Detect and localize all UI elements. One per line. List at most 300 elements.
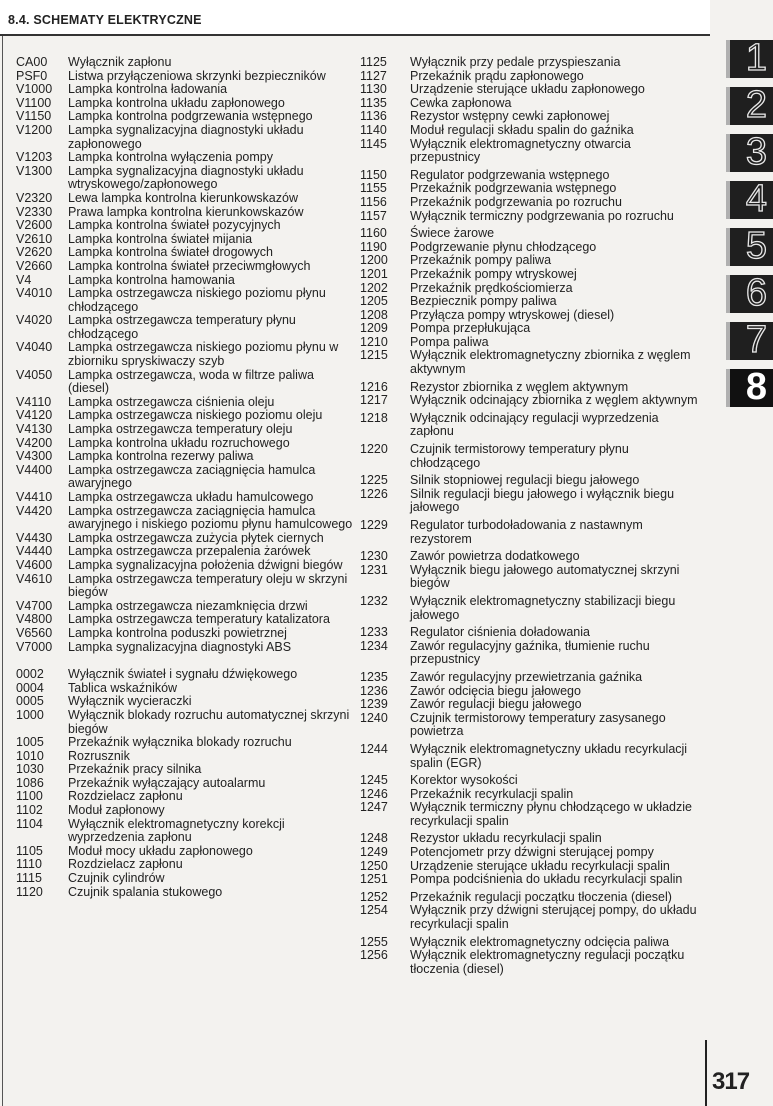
component-code: 1005 [16, 735, 44, 750]
component-code: V4420 [16, 503, 53, 518]
component-code: 0002 [16, 667, 44, 682]
component-description: Czujnik spalania stukowego [68, 884, 223, 899]
component-description: Lampka ostrzegawcza temperatury oleju w skrzyni biegów [68, 571, 348, 600]
legend-entry [360, 936, 700, 950]
legend-entry [360, 70, 700, 84]
component-description: Wyłącznik elektromagnetyczny korekcji wyprzedzenia zapłonu [68, 816, 285, 845]
legend-entry [360, 846, 700, 860]
component-description: Rozrusznik [68, 748, 130, 763]
component-code: 1218 [360, 410, 388, 425]
legend-entry [360, 801, 700, 828]
legend-entry [360, 712, 700, 739]
component-description: Wyłącznik przy dźwigni sterującej pompy, do układu recyrkulacji spalin [410, 903, 697, 932]
legend-entry [360, 671, 700, 685]
component-description: Rezystor zbiornika z węglem aktywnym [410, 379, 629, 394]
legend-entry [16, 233, 356, 247]
component-description: Korektor wysokości [410, 773, 518, 788]
component-code: V2660 [16, 258, 53, 273]
component-code: 1250 [360, 858, 388, 873]
legend-entry [360, 295, 700, 309]
legend-entry [16, 872, 356, 886]
component-description: Wyłącznik elektromagnetyczny otwarcia przepustnicy [410, 136, 631, 165]
component-description: Rozdzielacz zapłonu [68, 857, 183, 872]
component-code: V2620 [16, 245, 53, 260]
component-description: Rezystor układu recyrkulacji spalin [410, 831, 602, 846]
legend-entry [360, 349, 700, 376]
component-description: Zawór odcięcia biegu jałowego [410, 683, 581, 698]
legend-entry [16, 804, 356, 818]
component-code: V4800 [16, 612, 53, 627]
legend-entry [360, 519, 700, 546]
chapter-tab-number: 5 [745, 225, 767, 267]
component-code: 1255 [360, 934, 388, 949]
component-code: V4050 [16, 367, 53, 382]
component-code: 1247 [360, 800, 388, 815]
component-code: 1245 [360, 773, 388, 788]
component-code: V6560 [16, 625, 53, 640]
legend-entry [16, 682, 356, 696]
page-number: 317 [712, 1068, 750, 1095]
legend-entry [16, 437, 356, 451]
component-description: Wyłącznik wycieraczki [68, 694, 192, 709]
component-description: Zawór regulacyjny gaźnika, tłumienie ruchu przepustnicy [410, 638, 650, 667]
legend-entry [360, 488, 700, 515]
component-code: V4110 [16, 394, 52, 409]
component-code: 1235 [360, 669, 388, 684]
legend-entry [360, 336, 700, 350]
legend-entry [16, 369, 356, 396]
component-code: 1239 [360, 697, 388, 712]
component-code: 1115 [16, 871, 42, 886]
legend-entry [16, 219, 356, 233]
legend-entry [16, 246, 356, 260]
legend-entry [16, 886, 356, 900]
component-code: V4120 [16, 408, 53, 423]
legend-entry [360, 860, 700, 874]
component-code: 1105 [16, 843, 43, 858]
legend-entry [360, 282, 700, 296]
component-code: 1231 [360, 562, 388, 577]
chapter-tab-5[interactable] [726, 225, 773, 267]
group-spacer [16, 654, 356, 668]
component-code: 1208 [360, 307, 388, 322]
legend-entry [16, 790, 356, 804]
component-code: V4610 [16, 571, 53, 586]
legend-entry [16, 736, 356, 750]
legend-entry [16, 627, 356, 641]
left-margin-rule [2, 36, 3, 1106]
component-code: 1100 [16, 789, 43, 804]
component-description: Silnik regulacji biegu jałowego i wyłącznik biegu jałowego [410, 486, 675, 515]
component-description: Lampka ostrzegawcza temperatury oleju [68, 422, 293, 437]
legend-entry [16, 70, 356, 84]
legend-entry [360, 595, 700, 622]
component-code: 1226 [360, 486, 388, 501]
chapter-tabs [726, 37, 773, 416]
component-code: 1102 [16, 803, 43, 818]
component-code: V1000 [16, 82, 53, 97]
component-description: Urządzenie sterujące układu zapłonowego [410, 82, 645, 97]
legend-entry [360, 169, 700, 183]
component-code: 1210 [360, 334, 388, 349]
chapter-tab-8[interactable] [726, 366, 773, 408]
component-code: 1225 [360, 473, 388, 488]
legend-entry [360, 124, 700, 138]
legend-right-column [360, 56, 700, 976]
chapter-tab-number: 1 [745, 37, 767, 79]
component-description: Rezystor wstępny cewki zapłonowej [410, 109, 610, 124]
legend-entry [360, 788, 700, 802]
legend-entry [360, 474, 700, 488]
legend-entry [16, 491, 356, 505]
legend-entry [16, 505, 356, 532]
component-description: Wyłącznik elektromagnetyczny odcięcia paliwa [410, 934, 670, 949]
component-code: 1104 [16, 816, 43, 831]
legend-entry [360, 873, 700, 887]
component-code: 1202 [360, 280, 388, 295]
component-description: Tablica wskaźników [68, 680, 178, 695]
legend-entry [360, 83, 700, 97]
component-description: Potencjometr przy dźwigni sterującej pompy [410, 845, 654, 860]
legend-entry [360, 774, 700, 788]
legend-entry [16, 532, 356, 546]
component-description: Lampka ostrzegawcza układu hamulcowego [68, 490, 314, 504]
component-description: Lampka ostrzegawcza zaciągnięcia hamulca awaryjnego i niskiego poziomu płynu hamulcowego [68, 503, 353, 532]
component-code: 1248 [360, 831, 388, 846]
component-description: Lampka ostrzegawcza niskiego poziomu płynu chłodzącego [68, 286, 326, 314]
legend-entry [16, 314, 356, 341]
legend-left-column [16, 56, 356, 899]
component-code: 1215 [360, 348, 388, 363]
component-code: V4020 [16, 313, 53, 328]
component-description: Lampka sygnalizacyjna diagnostyki ABS [68, 639, 292, 654]
component-code: 1232 [360, 593, 388, 608]
component-code: 1246 [360, 786, 388, 801]
legend-entry [16, 450, 356, 464]
chapter-tab-number: 6 [745, 272, 767, 314]
component-code: V4700 [16, 598, 53, 613]
component-description: Pompa podciśnienia do układu recyrkulacji spalin [410, 872, 683, 887]
component-code: V4010 [16, 286, 53, 301]
component-description: Pompa przepłukująca [410, 321, 531, 336]
legend-entry [16, 668, 356, 682]
component-code: 1155 [360, 181, 387, 196]
component-code: 1150 [360, 167, 387, 182]
chapter-tab-1[interactable] [726, 37, 773, 79]
component-code: V4 [16, 272, 32, 287]
legend-entry [16, 858, 356, 872]
component-code: V4400 [16, 462, 53, 477]
chapter-tab-number: 2 [745, 84, 767, 126]
component-code: 1157 [360, 208, 387, 223]
component-description: Listwa przyłączeniowa skrzynki bezpieczników [68, 68, 326, 83]
legend-entry [16, 423, 356, 437]
legend-entry [360, 904, 700, 931]
component-code: 1160 [360, 226, 387, 241]
component-code: V7000 [16, 639, 53, 654]
component-code: 1244 [360, 741, 388, 756]
component-description: Przekaźnik wyłącznika blokady rozruchu [68, 735, 292, 750]
component-description: Lampka ostrzegawcza temperatury płynu chłodzącego [68, 313, 296, 341]
component-code: V1300 [16, 163, 53, 178]
component-description: Lampka ostrzegawcza zużycia płytek ciernych [68, 530, 324, 545]
component-description: Lewa lampka kontrolna kierunkowskazów [68, 190, 298, 205]
component-description: Wyłącznik odcinający zbiornika z węglem aktywnym [410, 393, 698, 408]
component-code: V1200 [16, 122, 53, 137]
legend-entry [360, 309, 700, 323]
component-description: Moduł zapłonowy [68, 803, 165, 818]
component-code: 1130 [360, 82, 387, 97]
component-code: 1251 [360, 872, 388, 887]
legend-entry [16, 709, 356, 736]
legend-entry [360, 743, 700, 770]
component-code: 1156 [360, 194, 387, 209]
chapter-tab-6[interactable] [726, 272, 773, 314]
component-description: Rozdzielacz zapłonu [68, 789, 183, 804]
component-description: Lampka sygnalizacyjna diagnostyki układu wtryskowego/zapłonowego [68, 163, 304, 192]
legend-entry [360, 640, 700, 667]
component-code: 1256 [360, 948, 388, 963]
component-description: Wyłącznik zapłonu [68, 55, 172, 69]
component-code: 1140 [360, 122, 387, 137]
legend-entry [16, 613, 356, 627]
component-description: Lampka kontrolna świateł przeciwmgłowych [68, 258, 311, 273]
component-description: Wyłącznik biegu jałowego automatycznej skrzyni biegów [410, 562, 680, 591]
legend-entry [360, 210, 700, 224]
component-description: Pompa paliwa [410, 334, 489, 349]
component-code: 1120 [16, 884, 43, 899]
chapter-tab-number: 8 [745, 366, 767, 408]
component-description: Lampka sygnalizacyjna diagnostyki układu zapłonowego [68, 122, 304, 151]
legend-entry [360, 138, 700, 165]
legend-entry [16, 573, 356, 600]
component-code: 1030 [16, 762, 44, 777]
legend-entry [16, 192, 356, 206]
component-description: Cewka zapłonowa [410, 95, 512, 110]
legend-entry [360, 97, 700, 111]
component-description: Regulator ciśnienia doładowania [410, 625, 590, 640]
component-description: Przekaźnik recyrkulacji spalin [410, 786, 574, 801]
component-code: V1150 [16, 109, 52, 124]
component-description: Wyłącznik odcinający regulacji wyprzedzenia zapłonu [410, 410, 659, 439]
component-description: Lampka ostrzegawcza zaciągnięcia hamulca awaryjnego [68, 462, 316, 491]
component-code: 1125 [360, 55, 387, 69]
legend-entry [360, 685, 700, 699]
component-code: V2320 [16, 190, 53, 205]
legend-entry [360, 443, 700, 470]
component-description: Urządzenie sterujące układu recyrkulacji spalin [410, 858, 670, 873]
legend-entry [360, 322, 700, 336]
component-description: Lampka ostrzegawcza, woda w filtrze paliwa (diesel) [68, 367, 314, 396]
legend-entry [360, 110, 700, 124]
component-description: Lampka sygnalizacyjna położenia dźwigni biegów [68, 557, 343, 572]
component-code: V1100 [16, 95, 52, 110]
component-code: V4130 [16, 422, 53, 437]
component-code: 1209 [360, 321, 388, 336]
component-code: V4430 [16, 530, 53, 545]
component-code: 0005 [16, 694, 44, 709]
chapter-tab-number: 3 [745, 131, 767, 173]
component-description: Lampka ostrzegawcza ciśnienia oleju [68, 394, 275, 409]
component-description: Zawór powietrza dodatkowego [410, 549, 580, 564]
legend-entry [16, 777, 356, 791]
component-code: 1201 [360, 266, 388, 281]
component-code: 1236 [360, 683, 388, 698]
component-code: 1145 [360, 136, 387, 151]
component-description: Zawór regulacyjny przewietrzania gaźnika [410, 669, 643, 684]
component-code: V4410 [16, 490, 53, 504]
component-code: V2330 [16, 204, 53, 219]
component-description: Lampka kontrolna rezerwy paliwa [68, 449, 254, 464]
component-description: Zawór regulacji biegu jałowego [410, 697, 582, 712]
legend-entry [16, 341, 356, 368]
component-code: 1200 [360, 253, 388, 268]
component-code: V2610 [16, 231, 53, 246]
component-code: CA00 [16, 55, 48, 69]
component-description: Moduł mocy układu zapłonowego [68, 843, 253, 858]
page-number-rule [705, 1040, 707, 1106]
component-description: Lampka ostrzegawcza niezamknięcia drzwi [68, 598, 308, 613]
legend-entry [16, 559, 356, 573]
component-description: Lampka ostrzegawcza niskiego poziomu oleju [68, 408, 323, 423]
component-description: Przekaźnik wyłączający autoalarmu [68, 775, 266, 790]
component-code: 1135 [360, 95, 387, 110]
component-code: 1220 [360, 442, 388, 457]
component-description: Przekaźnik pompy wtryskowej [410, 266, 577, 281]
legend-entry [360, 626, 700, 640]
component-description: Przekaźnik pracy silnika [68, 762, 202, 777]
component-description: Czujnik termistorowy temperatury zasysanego powietrza [410, 710, 666, 739]
legend-entry [16, 409, 356, 423]
component-description: Lampka kontrolna świateł mijania [68, 231, 253, 246]
chapter-tab-number: 7 [745, 319, 767, 361]
component-description: Silnik stopniowej regulacji biegu jałowego [410, 473, 640, 488]
component-description: Bezpiecznik pompy paliwa [410, 294, 557, 309]
component-description: Przekaźnik podgrzewania wstępnego [410, 181, 617, 196]
component-description: Lampka kontrolna ładowania [68, 82, 228, 97]
component-description: Wyłącznik elektromagnetyczny zbiornika z węglem aktywnym [410, 348, 691, 377]
legend-entry [360, 182, 700, 196]
component-code: V4600 [16, 557, 53, 572]
component-description: Wyłącznik blokady rozruchu automatycznej skrzyni biegów [68, 707, 350, 736]
component-description: Wyłącznik elektromagnetyczny stabilizacji biegu jałowego [410, 593, 676, 622]
component-description: Przekaźnik podgrzewania po rozruchu [410, 194, 622, 209]
legend-entry [360, 268, 700, 282]
component-code: 1233 [360, 625, 388, 640]
component-description: Lampka kontrolna układu zapłonowego [68, 95, 285, 110]
component-code: 1205 [360, 294, 388, 309]
component-description: Lampka ostrzegawcza niskiego poziomu płynu w zbiorniku spryskiwaczy szyb [68, 340, 339, 369]
legend-entry [16, 750, 356, 764]
component-description: Czujnik cylindrów [68, 871, 165, 886]
legend-entry [16, 545, 356, 559]
component-description: Lampka kontrolna świateł drogowych [68, 245, 273, 260]
component-description: Czujnik termistorowy temperatury płynu chłodzącego [410, 442, 629, 470]
component-description: Przyłącza pompy wtryskowej (diesel) [410, 307, 615, 322]
component-description: Podgrzewanie płynu chłodzącego [410, 239, 597, 254]
component-description: Świece żarowe [410, 226, 495, 241]
component-description: Przekaźnik pompy paliwa [410, 253, 552, 268]
component-description: Moduł regulacji składu spalin do gaźnika [410, 122, 634, 137]
legend-entry [16, 56, 356, 70]
component-code: V4300 [16, 449, 53, 464]
legend-entry [16, 464, 356, 491]
component-description: Lampka kontrolna podgrzewania wstępnego [68, 109, 313, 124]
legend-entry [16, 396, 356, 410]
component-code: 1254 [360, 903, 388, 918]
component-description: Wyłącznik termiczny podgrzewania po rozruchu [410, 208, 674, 223]
component-code: PSF0 [16, 68, 48, 83]
component-code: V2600 [16, 218, 53, 233]
component-code: V4200 [16, 435, 53, 450]
component-code: 1249 [360, 845, 388, 860]
legend-entry [360, 56, 700, 70]
page-header [0, 0, 710, 36]
legend-entry [360, 891, 700, 905]
component-description: Wyłącznik przy pedale przyspieszania [410, 55, 621, 69]
legend-entry [16, 165, 356, 192]
component-code: 1230 [360, 549, 388, 564]
component-description: Wyłącznik elektromagnetyczny regulacji początku tłoczenia (diesel) [410, 948, 685, 976]
component-code: 1240 [360, 710, 388, 725]
legend-entry [360, 227, 700, 241]
component-description: Regulator turbodoładowania z nastawnym rezystorem [410, 518, 643, 546]
component-description: Lampka kontrolna hamowania [68, 272, 235, 287]
component-description: Lampka kontrolna poduszki powietrznej [68, 625, 287, 640]
legend-entry [16, 845, 356, 859]
component-description: Przekaźnik prędkościomierza [410, 280, 573, 295]
legend-entry [16, 818, 356, 845]
legend-entry [360, 381, 700, 395]
component-code: 1110 [16, 857, 42, 872]
component-code: 1252 [360, 889, 388, 904]
component-description: Lampka kontrolna wyłączenia pompy [68, 150, 273, 165]
component-description: Wyłącznik świateł i sygnału dźwiękowego [68, 667, 298, 682]
component-code: 1010 [16, 748, 44, 763]
legend-entry [16, 83, 356, 97]
component-code: 0004 [16, 680, 44, 695]
chapter-tab-4[interactable] [726, 178, 773, 220]
component-code: 1216 [360, 379, 388, 394]
chapter-tab-7[interactable] [726, 319, 773, 361]
legend-entry [360, 254, 700, 268]
legend-entry [360, 196, 700, 210]
legend-entry [16, 641, 356, 655]
legend-entry [360, 832, 700, 846]
chapter-tab-3[interactable] [726, 131, 773, 173]
legend-entry [16, 260, 356, 274]
legend-entry [360, 698, 700, 712]
legend-entry [16, 600, 356, 614]
component-code: 1234 [360, 638, 388, 653]
legend-entry [16, 287, 356, 314]
legend-entry [16, 151, 356, 165]
section-title: 8.4. SCHEMATY ELEKTRYCZNE [8, 13, 202, 27]
component-code: 1217 [360, 393, 388, 408]
legend-entry [360, 550, 700, 564]
legend-entry [16, 97, 356, 111]
chapter-tab-number: 4 [745, 178, 767, 220]
component-description: Przekaźnik regulacji początku tłoczenia (diesel) [410, 889, 672, 904]
legend-entry [16, 695, 356, 709]
component-description: Prawa lampka kontrolna kierunkowskazów [68, 204, 304, 219]
component-code: V1203 [16, 150, 53, 165]
component-description: Lampka ostrzegawcza temperatury katalizatora [68, 612, 330, 627]
component-description: Wyłącznik elektromagnetyczny układu recyrkulacji spalin (EGR) [410, 741, 688, 770]
chapter-tab-2[interactable] [726, 84, 773, 126]
component-description: Przekaźnik prądu zapłonowego [410, 68, 584, 83]
component-description: Regulator podgrzewania wstępnego [410, 167, 610, 182]
